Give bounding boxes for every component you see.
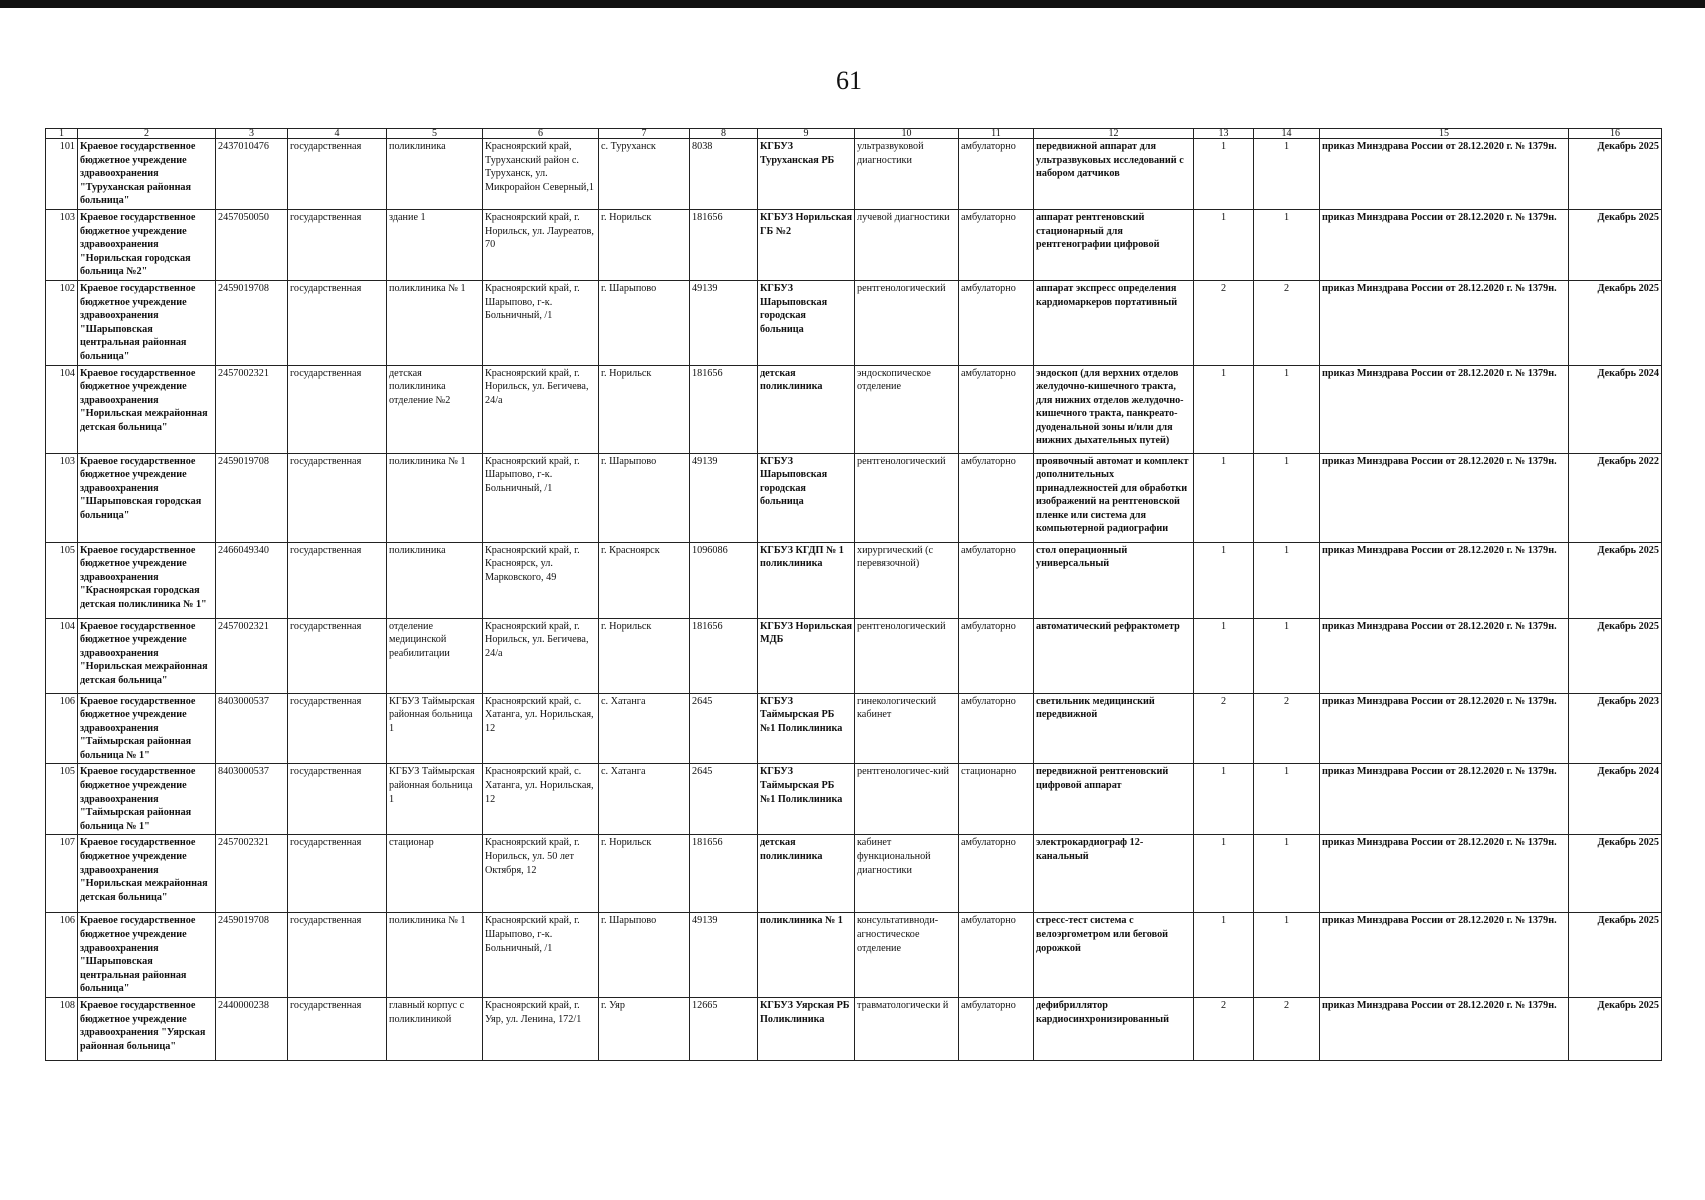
quantity-total-cell: 1 [1254,453,1320,542]
equipment-cell: аппарат экспресс определения кардиомаркеров портативный [1034,280,1194,365]
column-number-15: 15 [1320,129,1569,139]
inn-code-cell: 8403000537 [216,764,288,835]
row-number-cell: 106 [46,913,78,998]
standard-order-cell: приказ Минздрава России от 28.12.2020 г. № 1379н. [1320,913,1569,998]
equipment-cell: передвижной аппарат для ультразвуковых исследований с набором датчиков [1034,139,1194,210]
row-number-cell: 104 [46,365,78,453]
department-cell: КГБУЗ Норильская ГБ №2 [758,209,855,280]
column-number-12: 12 [1034,129,1194,139]
institution-name-cell: Краевое государственное бюджетное учреждение здравоохранения "Шарыповская городская больница" [78,453,216,542]
equipment-register-table [45,128,1662,1061]
institution-name-cell: Краевое государственное бюджетное учреждение здравоохранения "Норильская городская больница №2" [78,209,216,280]
address-cell: Красноярский край, Туруханский район с. Туруханск, ул. Микрорайон Северный,1 [483,139,599,210]
care-type-cell: амбулаторно [959,618,1034,693]
address-cell: Красноярский край, г. Шарыпово, г-к. Больничный, /1 [483,280,599,365]
institution-name-cell: Краевое государственное бюджетное учреждение здравоохранения "Шарыповская центральная районная больница" [78,913,216,998]
building-cell: КГБУЗ Таймырская районная больница 1 [387,764,483,835]
ownership-form-cell: государственная [288,453,387,542]
deadline-date-cell: Декабрь 2025 [1569,998,1662,1061]
table-row [46,365,1662,453]
unit-cell: эндоскопическое отделение [855,365,959,453]
population-cell: 2645 [690,764,758,835]
care-type-cell: амбулаторно [959,998,1034,1061]
ownership-form-cell: государственная [288,618,387,693]
population-cell: 181656 [690,835,758,913]
locality-cell: г. Норильск [599,835,690,913]
building-cell: поликлиника [387,139,483,210]
building-cell: отделение медицинской реабилитации [387,618,483,693]
ownership-form-cell: государственная [288,835,387,913]
address-cell: Красноярский край, г. Красноярск, ул. Марковского, 49 [483,542,599,618]
row-number-cell: 103 [46,453,78,542]
standard-order-cell: приказ Минздрава России от 28.12.2020 г. № 1379н. [1320,365,1569,453]
table-row [46,764,1662,835]
table-row [46,618,1662,693]
department-cell: поликлиника № 1 [758,913,855,998]
department-cell: детская поликлиника [758,835,855,913]
department-cell: детская поликлиника [758,365,855,453]
population-cell: 181656 [690,365,758,453]
care-type-cell: амбулаторно [959,139,1034,210]
unit-cell: консультативноди-агностическое отделение [855,913,959,998]
standard-order-cell: приказ Минздрава России от 28.12.2020 г. № 1379н. [1320,764,1569,835]
row-number-cell: 105 [46,764,78,835]
address-cell: Красноярский край, г. Норильск, ул. 50 лет Октября, 12 [483,835,599,913]
table-body [46,139,1662,1061]
equipment-cell: аппарат рентгеновский стационарный для рентгенографии цифровой [1034,209,1194,280]
equipment-cell: светильник медицинский передвижной [1034,693,1194,764]
column-number-2: 2 [78,129,216,139]
quantity-cell: 1 [1194,913,1254,998]
standard-order-cell: приказ Минздрава России от 28.12.2020 г. № 1379н. [1320,139,1569,210]
address-cell: Красноярский край, г. Норильск, ул. Бегичева, 24/а [483,365,599,453]
building-cell: стационар [387,835,483,913]
deadline-date-cell: Декабрь 2023 [1569,693,1662,764]
locality-cell: г. Уяр [599,998,690,1061]
building-cell: КГБУЗ Таймырская районная больница 1 [387,693,483,764]
quantity-cell: 1 [1194,453,1254,542]
address-cell: Красноярский край, г. Шарыпово, г-к. Больничный, /1 [483,913,599,998]
quantity-cell: 2 [1194,998,1254,1061]
unit-cell: гинекологический кабинет [855,693,959,764]
table-row [46,280,1662,365]
column-number-13: 13 [1194,129,1254,139]
table-row [46,209,1662,280]
row-number-cell: 103 [46,209,78,280]
deadline-date-cell: Декабрь 2025 [1569,913,1662,998]
quantity-cell: 2 [1194,693,1254,764]
quantity-total-cell: 1 [1254,618,1320,693]
quantity-total-cell: 1 [1254,365,1320,453]
locality-cell: г. Шарыпово [599,913,690,998]
quantity-total-cell: 1 [1254,542,1320,618]
column-number-5: 5 [387,129,483,139]
quantity-cell: 1 [1194,139,1254,210]
deadline-date-cell: Декабрь 2022 [1569,453,1662,542]
inn-code-cell: 2457050050 [216,209,288,280]
inn-code-cell: 2457002321 [216,365,288,453]
building-cell: поликлиника № 1 [387,453,483,542]
building-cell: поликлиника № 1 [387,280,483,365]
population-cell: 8038 [690,139,758,210]
standard-order-cell: приказ Минздрава России от 28.12.2020 г. № 1379н. [1320,209,1569,280]
unit-cell: хирургический (с перевязочной) [855,542,959,618]
department-cell: КГБУЗ Туруханская РБ [758,139,855,210]
column-number-14: 14 [1254,129,1320,139]
row-number-cell: 105 [46,542,78,618]
unit-cell: кабинет функциональной диагностики [855,835,959,913]
quantity-total-cell: 1 [1254,913,1320,998]
locality-cell: с. Хатанга [599,764,690,835]
institution-name-cell: Краевое государственное бюджетное учреждение здравоохранения "Норильская межрайонная детская больница" [78,365,216,453]
population-cell: 49139 [690,913,758,998]
institution-name-cell: Краевое государственное бюджетное учреждение здравоохранения "Норильская межрайонная детская больница" [78,835,216,913]
inn-code-cell: 2459019708 [216,913,288,998]
institution-name-cell: Краевое государственное бюджетное учреждение здравоохранения "Норильская межрайонная детская больница" [78,618,216,693]
row-number-cell: 106 [46,693,78,764]
quantity-total-cell: 1 [1254,139,1320,210]
institution-name-cell: Краевое государственное бюджетное учреждение здравоохранения "Уярская районная больница" [78,998,216,1061]
deadline-date-cell: Декабрь 2025 [1569,209,1662,280]
quantity-cell: 1 [1194,618,1254,693]
column-number-8: 8 [690,129,758,139]
unit-cell: лучевой диагностики [855,209,959,280]
unit-cell: рентгенологичес-кий [855,764,959,835]
equipment-cell: стресс-тест система с велоэргометром или беговой дорожкой [1034,913,1194,998]
care-type-cell: амбулаторно [959,280,1034,365]
row-number-cell: 104 [46,618,78,693]
unit-cell: ультразвуковой диагностики [855,139,959,210]
population-cell: 181656 [690,618,758,693]
row-number-cell: 107 [46,835,78,913]
population-cell: 12665 [690,998,758,1061]
standard-order-cell: приказ Минздрава России от 28.12.2020 г. № 1379н. [1320,542,1569,618]
institution-name-cell: Краевое государственное бюджетное учреждение здравоохранения "Туруханская районная больница" [78,139,216,210]
care-type-cell: амбулаторно [959,209,1034,280]
column-number-9: 9 [758,129,855,139]
inn-code-cell: 2440000238 [216,998,288,1061]
unit-cell: травматологически й [855,998,959,1061]
inn-code-cell: 2459019708 [216,280,288,365]
unit-cell: рентгенологический [855,618,959,693]
address-cell: Красноярский край, г. Норильск, ул. Лауреатов, 70 [483,209,599,280]
ownership-form-cell: государственная [288,365,387,453]
deadline-date-cell: Декабрь 2024 [1569,365,1662,453]
population-cell: 2645 [690,693,758,764]
institution-name-cell: Краевое государственное бюджетное учреждение здравоохранения "Красноярская городская детская поликлиника № 1" [78,542,216,618]
inn-code-cell: 2457002321 [216,618,288,693]
institution-name-cell: Краевое государственное бюджетное учреждение здравоохранения "Таймырская районная больница № 1" [78,764,216,835]
standard-order-cell: приказ Минздрава России от 28.12.2020 г. № 1379н. [1320,618,1569,693]
column-number-row [46,129,1662,139]
population-cell: 49139 [690,453,758,542]
quantity-cell: 1 [1194,542,1254,618]
locality-cell: г. Шарыпово [599,280,690,365]
page-number: 61 [836,66,862,95]
unit-cell: рентгенологический [855,280,959,365]
table-row [46,835,1662,913]
deadline-date-cell: Декабрь 2025 [1569,542,1662,618]
table-row [46,998,1662,1061]
ownership-form-cell: государственная [288,280,387,365]
building-cell: поликлиника [387,542,483,618]
deadline-date-cell: Декабрь 2024 [1569,764,1662,835]
ownership-form-cell: государственная [288,764,387,835]
quantity-total-cell: 1 [1254,764,1320,835]
care-type-cell: амбулаторно [959,365,1034,453]
column-number-7: 7 [599,129,690,139]
quantity-cell: 1 [1194,764,1254,835]
locality-cell: г. Красноярск [599,542,690,618]
department-cell: КГБУЗ КГДП № 1 поликлиника [758,542,855,618]
unit-cell: рентгенологический [855,453,959,542]
population-cell: 181656 [690,209,758,280]
row-number-cell: 108 [46,998,78,1061]
care-type-cell: амбулаторно [959,913,1034,998]
row-number-cell: 101 [46,139,78,210]
column-number-6: 6 [483,129,599,139]
top-border-line [0,0,1705,8]
standard-order-cell: приказ Минздрава России от 28.12.2020 г. № 1379н. [1320,453,1569,542]
deadline-date-cell: Декабрь 2025 [1569,139,1662,210]
column-number-3: 3 [216,129,288,139]
inn-code-cell: 8403000537 [216,693,288,764]
address-cell: Красноярский край, г. Шарыпово, г-к. Больничный, /1 [483,453,599,542]
table-row [46,913,1662,998]
building-cell: главный корпус с поликлиникой [387,998,483,1061]
locality-cell: г. Норильск [599,618,690,693]
equipment-cell: проявочный автомат и комплект дополнительных принадлежностей для обработки изображений на рентгеновской пленке или система для компьютерной радиографии [1034,453,1194,542]
institution-name-cell: Краевое государственное бюджетное учреждение здравоохранения "Таймырская районная больница № 1" [78,693,216,764]
population-cell: 49139 [690,280,758,365]
standard-order-cell: приказ Минздрава России от 28.12.2020 г. № 1379н. [1320,835,1569,913]
table-row [46,693,1662,764]
table-row [46,542,1662,618]
equipment-cell: автоматический рефрактометр [1034,618,1194,693]
table-row [46,453,1662,542]
quantity-cell: 1 [1194,209,1254,280]
equipment-cell: передвижной рентгеновский цифровой аппарат [1034,764,1194,835]
address-cell: Красноярский край, с. Хатанга, ул. Норильская, 12 [483,693,599,764]
column-number-1: 1 [46,129,78,139]
quantity-cell: 1 [1194,835,1254,913]
ownership-form-cell: государственная [288,913,387,998]
inn-code-cell: 2466049340 [216,542,288,618]
ownership-form-cell: государственная [288,542,387,618]
table-row [46,139,1662,210]
equipment-cell: стол операционный универсальный [1034,542,1194,618]
column-number-10: 10 [855,129,959,139]
inn-code-cell: 2437010476 [216,139,288,210]
quantity-total-cell: 2 [1254,998,1320,1061]
department-cell: КГБУЗ Таймырская РБ №1 Поликлиника [758,693,855,764]
locality-cell: г. Шарыпово [599,453,690,542]
equipment-cell: дефибриллятор кардиосинхронизированный [1034,998,1194,1061]
building-cell: поликлиника № 1 [387,913,483,998]
address-cell: Красноярский край, г. Уяр, ул. Ленина, 172/1 [483,998,599,1061]
ownership-form-cell: государственная [288,998,387,1061]
address-cell: Красноярский край, г. Норильск, ул. Бегичева, 24/а [483,618,599,693]
department-cell: КГБУЗ Шарыповская городская больница [758,280,855,365]
quantity-total-cell: 1 [1254,209,1320,280]
deadline-date-cell: Декабрь 2025 [1569,618,1662,693]
standard-order-cell: приказ Минздрава России от 28.12.2020 г. № 1379н. [1320,693,1569,764]
care-type-cell: стационарно [959,764,1034,835]
equipment-cell: эндоскоп (для верхних отделов желудочно-кишечного тракта, для нижних отделов желудочно-кишечного тракта, панкреато-дуоденальной зоны и/или для нижних дыхательных путей) [1034,365,1194,453]
standard-order-cell: приказ Минздрава России от 28.12.2020 г. № 1379н. [1320,280,1569,365]
care-type-cell: амбулаторно [959,453,1034,542]
locality-cell: г. Норильск [599,365,690,453]
locality-cell: с. Туруханск [599,139,690,210]
quantity-total-cell: 2 [1254,693,1320,764]
ownership-form-cell: государственная [288,209,387,280]
standard-order-cell: приказ Минздрава России от 28.12.2020 г. № 1379н. [1320,998,1569,1061]
equipment-cell: электрокардиограф 12-канальный [1034,835,1194,913]
ownership-form-cell: государственная [288,139,387,210]
building-cell: детская поликлиника отделение №2 [387,365,483,453]
locality-cell: г. Норильск [599,209,690,280]
deadline-date-cell: Декабрь 2025 [1569,835,1662,913]
row-number-cell: 102 [46,280,78,365]
ownership-form-cell: государственная [288,693,387,764]
institution-name-cell: Краевое государственное бюджетное учреждение здравоохранения "Шарыповская центральная районная больница" [78,280,216,365]
column-number-4: 4 [288,129,387,139]
department-cell: КГБУЗ Уярская РБ Поликлиника [758,998,855,1061]
department-cell: КГБУЗ Шарыповская городская больница [758,453,855,542]
population-cell: 1096086 [690,542,758,618]
inn-code-cell: 2457002321 [216,835,288,913]
deadline-date-cell: Декабрь 2025 [1569,280,1662,365]
care-type-cell: амбулаторно [959,693,1034,764]
department-cell: КГБУЗ Таймырская РБ №1 Поликлиника [758,764,855,835]
care-type-cell: амбулаторно [959,542,1034,618]
quantity-total-cell: 1 [1254,835,1320,913]
care-type-cell: амбулаторно [959,835,1034,913]
department-cell: КГБУЗ Норильская МДБ [758,618,855,693]
building-cell: здание 1 [387,209,483,280]
quantity-total-cell: 2 [1254,280,1320,365]
locality-cell: с. Хатанга [599,693,690,764]
quantity-cell: 2 [1194,280,1254,365]
quantity-cell: 1 [1194,365,1254,453]
address-cell: Красноярский край, с. Хатанга, ул. Норильская, 12 [483,764,599,835]
column-number-16: 16 [1569,129,1662,139]
column-number-11: 11 [959,129,1034,139]
inn-code-cell: 2459019708 [216,453,288,542]
